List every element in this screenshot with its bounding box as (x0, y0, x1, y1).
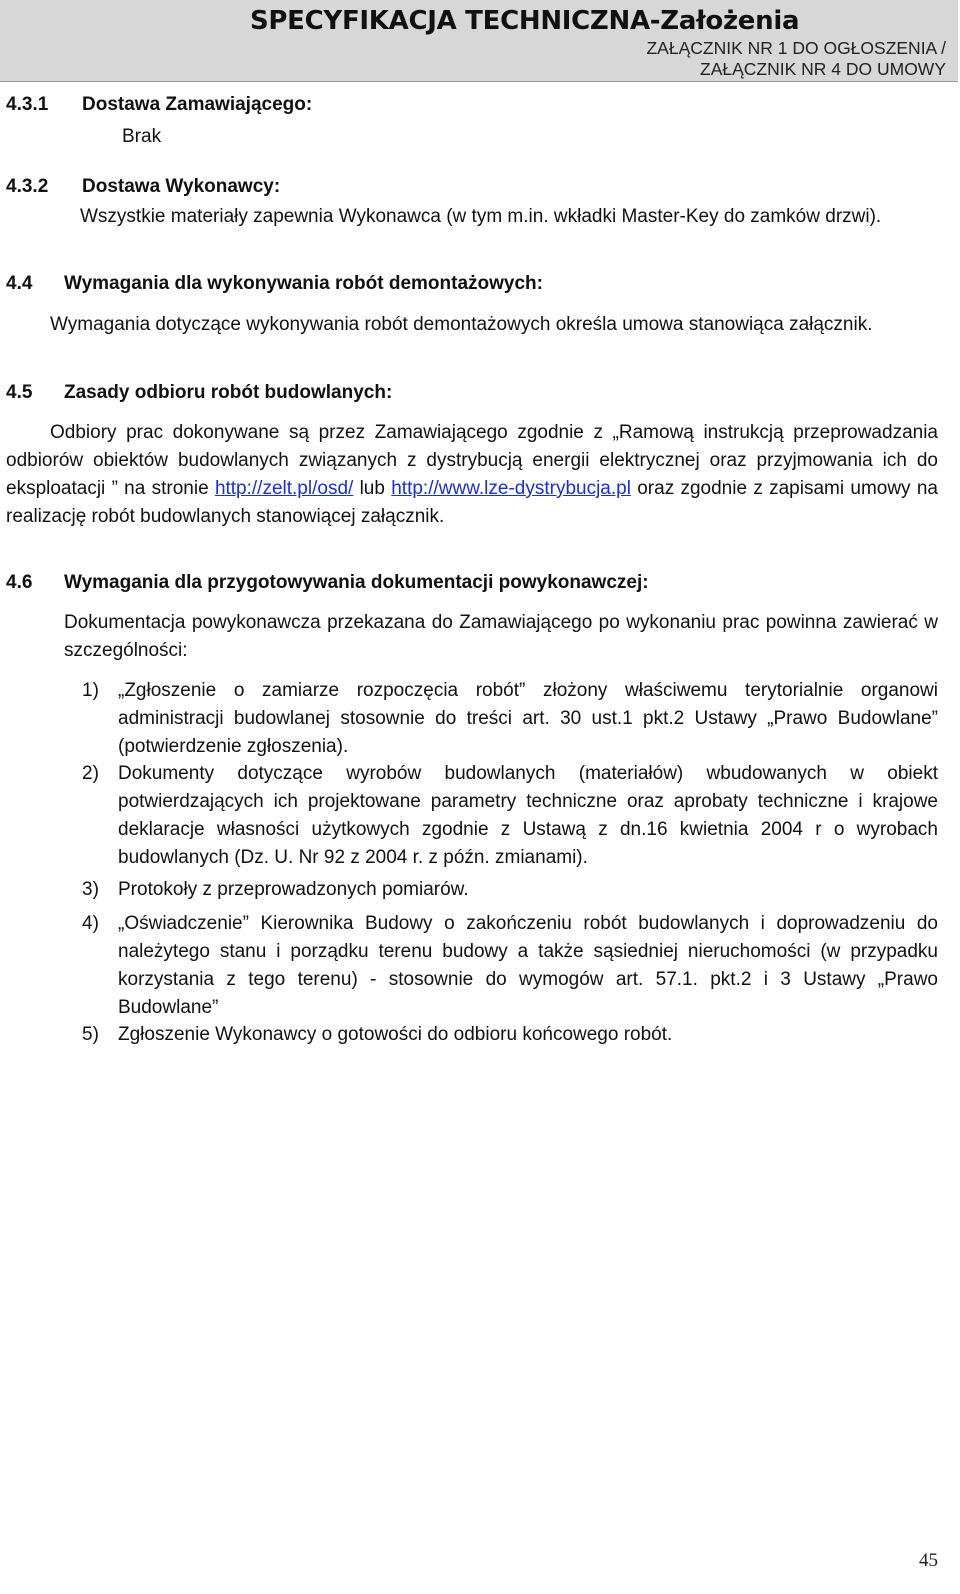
link-lze-dystrybucja[interactable]: http://www.lze-dystrybucja.pl (391, 478, 631, 499)
section-4-4-body: Wymagania dotyczące wykonywania robót demontażowych określa umowa stanowiąca załącznik. (50, 314, 873, 335)
section-number: 4.4 (6, 273, 33, 294)
section-heading-4-3-1 (6, 91, 312, 119)
list-item-number: 5) (82, 1024, 99, 1045)
page-header (0, 0, 958, 82)
section-title: Zasady odbioru robót budowlanych: (64, 382, 393, 403)
section-heading-4-5 (6, 379, 392, 407)
list-item-text: Zgłoszenie Wykonawcy o gotowości do odbioru końcowego robót. (118, 1024, 673, 1045)
section-4-3-2-body: Wszystkie materiały zapewnia Wykonawca (w tym m.in. wkładki Master-Key do zamków drzwi). (80, 206, 882, 227)
section-number: 4.3.1 (6, 94, 49, 115)
section-heading-4-3-2 (6, 173, 280, 201)
section-number: 4.6 (6, 572, 33, 593)
body-text: lub (353, 478, 392, 499)
list-item-text: „Oświadczenie” Kierownika Budowy o zakończeniu robót budowlanych i doprowadzeniu do należytego stanu i porządku terenu budowy a także sąsiedniej nieruchomości (w przypadku korzystania z tego terenu) - stosownie do wymogów art. 57.1. pkt.2 i 3 Ustawy „Prawo Budowlane” (118, 913, 938, 1018)
list-item-number: 4) (82, 913, 99, 934)
section-title: Wymagania dla przygotowywania dokumentacji powykonawczej: (64, 572, 649, 593)
section-title: Dostawa Zamawiającego: (82, 94, 313, 115)
header-subtitle-line1: ZAŁĄCZNIK NR 1 DO OGŁOSZENIA / (646, 38, 946, 58)
section-4-6-intro: Dokumentacja powykonawcza przekazana do Zamawiającego po wykonaniu prac powinna zawierać w szczególności: (64, 612, 938, 661)
section-number: 4.5 (6, 382, 33, 403)
page-number: 45 (919, 1550, 938, 1571)
list-item-text: „Zgłoszenie o zamiarze rozpoczęcia robót” złożony właściwemu terytorialnie organowi administracji budowlanej stosownie do treści art. 30 ust.1 pkt.2 Ustawy „Prawo Budowlane” (potwierdzenie zgłoszenia). (118, 680, 938, 757)
link-zelt-osd[interactable]: http://zelt.pl/osd/ (214, 478, 354, 499)
section-heading-4-6 (6, 569, 649, 597)
section-heading-4-4 (6, 270, 543, 298)
section-number: 4.3.2 (6, 176, 49, 197)
body-text: oraz zgodnie z zapisami umowy na realizację robót budowlanych stanowiącej załącznik. (6, 478, 938, 527)
section-4-3-1-body: Brak (122, 126, 162, 147)
list-item-text: Protokoły z przeprowadzonych pomiarów. (118, 879, 469, 900)
list-item-number: 2) (82, 763, 99, 784)
header-subtitle-line2: ZAŁĄCZNIK NR 4 DO UMOWY (700, 59, 946, 79)
section-title: Dostawa Wykonawcy: (82, 176, 281, 197)
list-item-number: 1) (82, 680, 99, 701)
section-4-5-body (6, 419, 938, 531)
header-title: SPECYFIKACJA TECHNICZNA-Założenia (250, 6, 800, 36)
list-item-text: Dokumenty dotyczące wyrobów budowlanych (materiałów) wbudowanych w obiekt potwierdzających ich projektowane parametry techniczne oraz aprobaty techniczne i krajowe deklaracje własności użytkowych zgodnie z Ustawą z dn.16 kwietnia 2004 r o wyrobach budowlanych (Dz. U. Nr 92 z 2004 r. z późn. zmianami). (118, 763, 938, 868)
body-text: Odbiory prac dokonywane są przez Zamawiającego zgodnie z „Ramową instrukcją przeprowadzania odbiorów obiektów budowlanych związanych z dystrybucją energii elektrycznej oraz przyjmowania ich do eksploatacji ” na stronie (6, 422, 938, 499)
list-item-number: 3) (82, 879, 99, 900)
section-title: Wymagania dla wykonywania robót demontażowych: (64, 273, 543, 294)
